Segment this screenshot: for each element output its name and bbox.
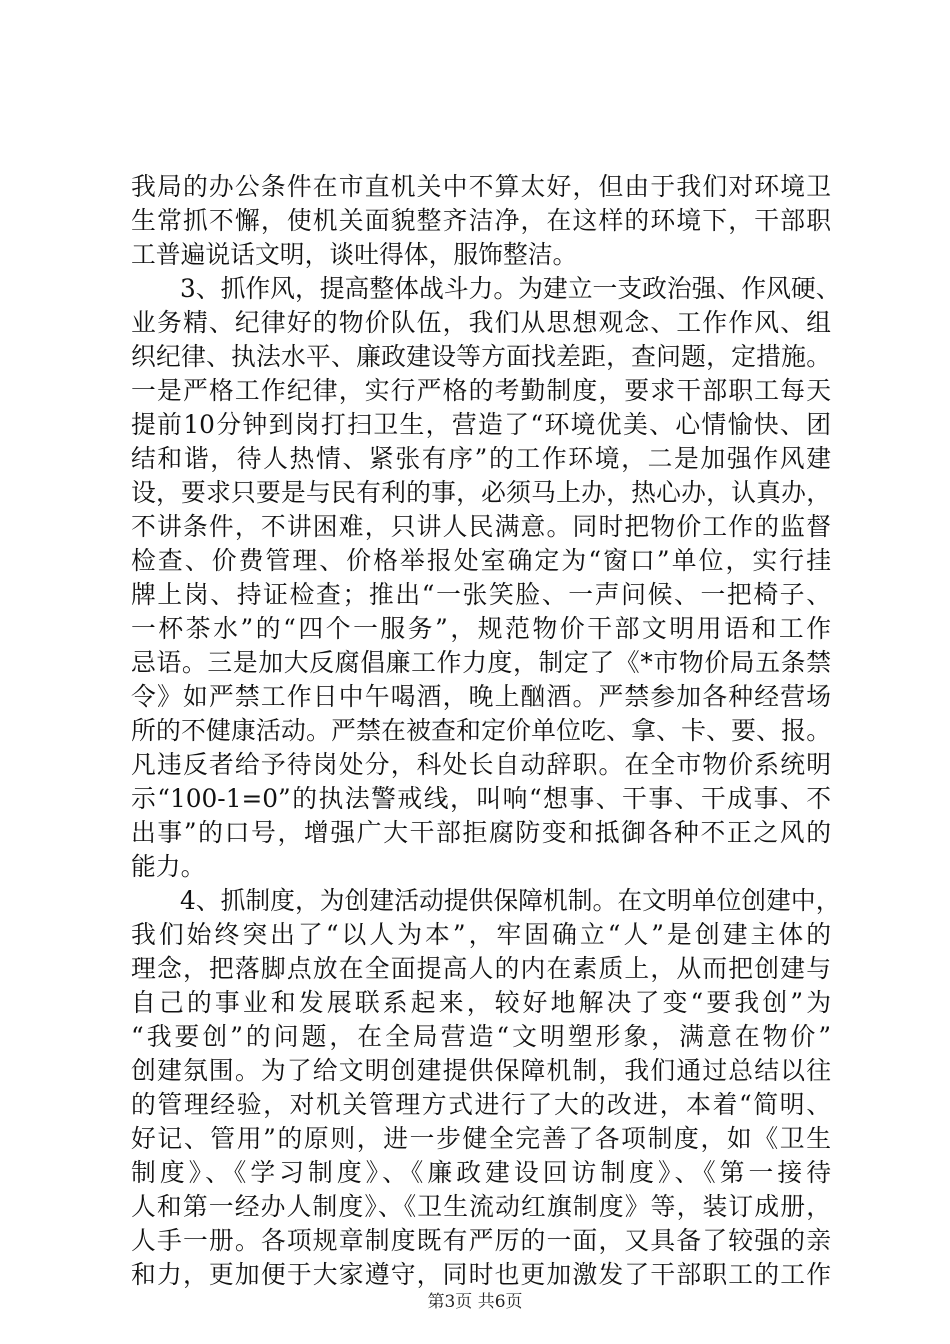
text-line: “我要创”的问题，在全局营造“文明塑形象，满意在物价” bbox=[131, 1022, 831, 1051]
text-line: 和力，更加便于大家遵守，同时也更加激发了干部职工的工作 bbox=[131, 1260, 831, 1289]
text-line: 一杯茶水”的“四个一服务”，规范物价干部文明用语和工作 bbox=[131, 614, 831, 643]
paragraph-4-first-line: 4、抓制度，为创建活动提供保障机制。在文明单位创建中， bbox=[180, 886, 841, 915]
page-number-footer: 第3页 共6页 bbox=[427, 1292, 523, 1312]
paragraph-3-first-line: 3、抓作风，提高整体战斗力。为建立一支政治强、作风硬、 bbox=[180, 274, 841, 303]
text-line: 凡违反者给予待岗处分，科处长自动辞职。在全市物价系统明 bbox=[131, 750, 831, 779]
text-line: 理念，把落脚点放在全面提高人的内在素质上，从而把创建与 bbox=[131, 954, 831, 983]
text-line: 一是严格工作纪律，实行严格的考勤制度，要求干部职工每天 bbox=[131, 376, 831, 405]
text-line: 所的不健康活动。严禁在被查和定价单位吃、拿、卡、要、报。 bbox=[131, 716, 831, 745]
text-line: 创建氛围。为了给文明创建提供保障机制，我们通过总结以往 bbox=[131, 1056, 831, 1085]
text-line: 好记、管用”的原则，进一步健全完善了各项制度，如《卫生 bbox=[131, 1124, 831, 1153]
text-line: 自己的事业和发展联系起来，较好地解决了变“要我创”为 bbox=[131, 988, 831, 1017]
text-line: 检查、价费管理、价格举报处室确定为“窗口”单位，实行挂 bbox=[131, 546, 831, 575]
text-line: 制度》、《学习制度》、《廉政建设回访制度》、《第一接待 bbox=[131, 1158, 831, 1187]
text-line: 人手一册。各项规章制度既有严厉的一面，又具备了较强的亲 bbox=[131, 1226, 831, 1255]
text-line: 示“100-1=0”的执法警戒线，叫响“想事、干事、干成事、不 bbox=[131, 784, 831, 813]
text-line: 织纪律、执法水平、廉政建设等方面找差距，查问题，定措施。 bbox=[131, 342, 831, 371]
text-line: 提前10分钟到岗打扫卫生，营造了“环境优美、心情愉快、团 bbox=[131, 410, 831, 439]
text-line: 我局的办公条件在市直机关中不算太好，但由于我们对环境卫 bbox=[131, 172, 831, 201]
text-line: 人和第一经办人制度》、《卫生流动红旗制度》等，装订成册， bbox=[131, 1192, 831, 1221]
text-line: 能力。 bbox=[131, 852, 206, 881]
text-line: 工普遍说话文明，谈吐得体，服饰整洁。 bbox=[131, 240, 578, 269]
text-line: 设，要求只要是与民有利的事，必须马上办，热心办，认真办， bbox=[131, 478, 831, 507]
text-line: 不讲条件，不讲困难，只讲人民满意。同时把物价工作的监督 bbox=[131, 512, 831, 541]
text-line: 的管理经验，对机关管理方式进行了大的改进，本着“简明、 bbox=[131, 1090, 831, 1119]
text-line: 令》如严禁工作日中午喝酒，晚上酗酒。严禁参加各种经营场 bbox=[131, 682, 831, 711]
text-line: 出事”的口号，增强广大干部拒腐防变和抵御各种不正之风的 bbox=[131, 818, 831, 847]
text-line: 牌上岗、持证检查；推出“一张笑脸、一声问候、一把椅子、 bbox=[131, 580, 831, 609]
text-line: 结和谐，待人热情、紧张有序”的工作环境，二是加强作风建 bbox=[131, 444, 831, 473]
text-line: 忌语。三是加大反腐倡廉工作力度，制定了《*市物价局五条禁 bbox=[131, 648, 831, 677]
text-line: 我们始终突出了“以人为本”，牢固确立“人”是创建主体的 bbox=[131, 920, 831, 949]
text-line: 业务精、纪律好的物价队伍，我们从思想观念、工作作风、组 bbox=[131, 308, 831, 337]
text-line: 生常抓不懈，使机关面貌整齐洁净，在这样的环境下，干部职 bbox=[131, 206, 831, 235]
